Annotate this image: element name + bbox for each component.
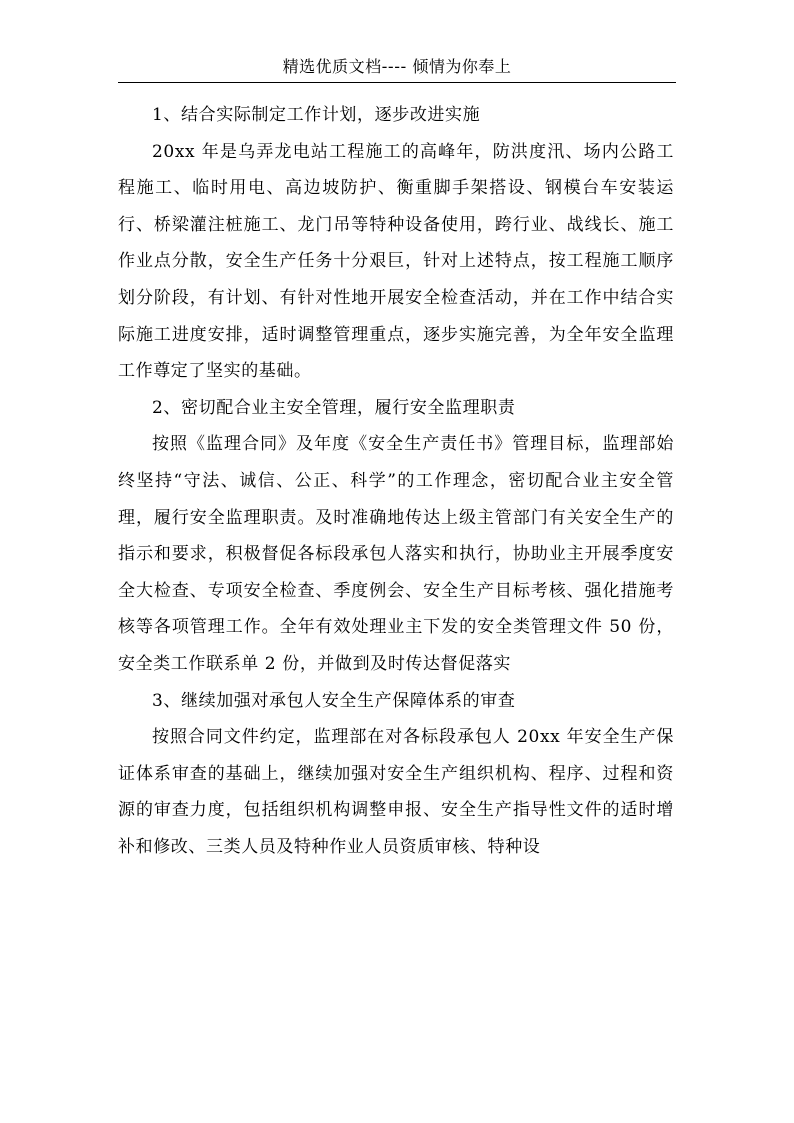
document-body	[118, 97, 674, 865]
body-paragraph-3: 按照合同文件约定，监理部在对各标段承包人 20xx 年安全生产保证体系审查的基础上，继续加强对安全生产组织机构、程序、过程和资源的审查力度，包括组织机构调整申报、安全生产指导性文件的适时增补和修改、三类人员及特种作业人员资质审核、特种设	[118, 727, 674, 857]
page-header: 精选优质文档---- 倾情为你奉上	[118, 52, 676, 83]
section-heading-1: 1、结合实际制定工作计划，逐步改进实施	[152, 105, 481, 125]
body-paragraph-2: 按照《监理合同》及年度《安全生产责任书》管理目标，监理部始终坚持“守法、诚信、公正、科学”的工作理念，密切配合业主安全管理，履行安全监理职责。及时准确地传达上级主管部门有关安全生产的指示和要求，积极督促各标段承包人落实和执行，协助业主开展季度安全大检查、专项安全检查、季度例会、安全生产目标考核、强化措施考核等各项管理工作。全年有效处理业主下发的安全类管理文件 50 份，安全类工作联系单 2 份，并做到及时传达督促落实	[118, 434, 674, 674]
section-heading-2: 2、密切配合业主安全管理，履行安全监理职责	[152, 397, 516, 418]
section-heading-3: 3、继续加强对承包人安全生产保障体系的审查	[152, 690, 516, 711]
body-paragraph-1: 20xx 年是乌弄龙电站工程施工的高峰年，防洪度汛、场内公路工程施工、临时用电、高边坡防护、衡重脚手架搭设、钢模台车安装运行、桥梁灌注桩施工、龙门吊等特种设备使用，跨行业、战线长、施工作业点分散，安全生产任务十分艰巨，针对上述特点，按工程施工顺序划分阶段，有计划、有针对性地开展安全检查活动，并在工作中结合实际施工进度安排，适时调整管理重点，逐步实施完善，为全年安全监理工作尊定了坚实的基础。	[118, 141, 674, 382]
